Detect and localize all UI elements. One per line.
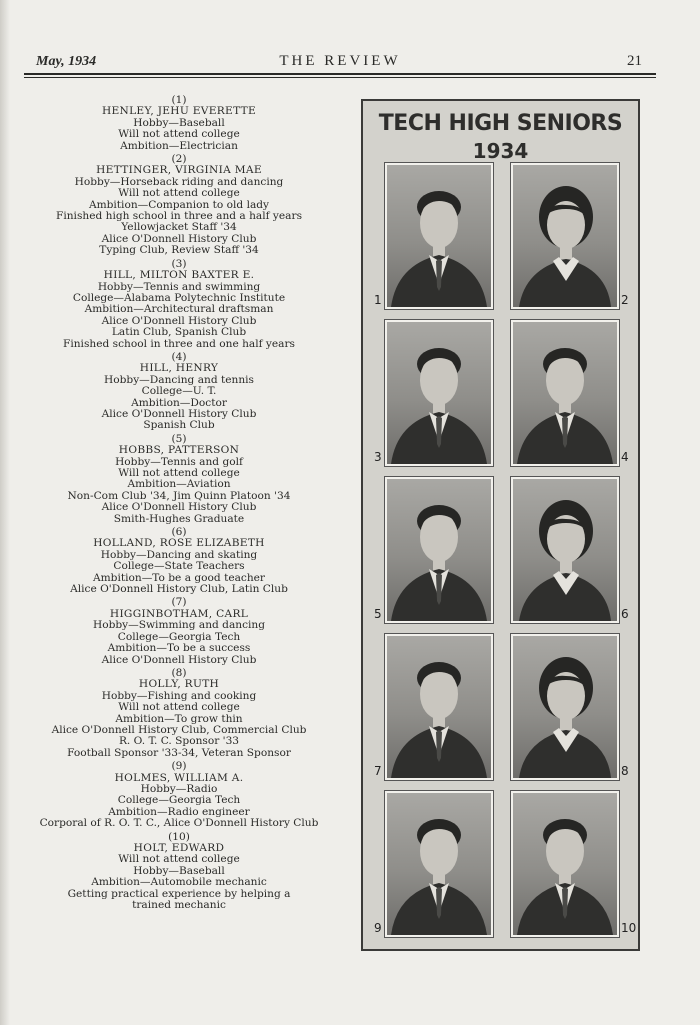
header-title: THE REVIEW (279, 53, 401, 69)
entry-detail: Hobby—Horseback riding and dancing (74, 175, 284, 188)
entry-detail: Smith-Hughes Graduate (113, 512, 245, 525)
entry-name: HETTINGER, VIRGINIA MAE (96, 164, 262, 177)
entry-detail: Ambition—Automobile mechanic (91, 876, 267, 889)
entry-name: HOLLAND, ROSE ELIZABETH (93, 537, 265, 550)
seniors-photo-panel (361, 99, 640, 951)
entry-detail: Spanish Club (143, 419, 215, 432)
entry-name: HIGGINBOTHAM, CARL (109, 607, 249, 620)
entry-detail: College—State Teachers (113, 560, 245, 573)
entry-detail: Corporal of R. O. T. C., Alice O'Donnell History Club (39, 817, 319, 830)
entry-detail: Yellowjacket Staff '34 (121, 221, 237, 234)
header-page-number: 21 (627, 53, 642, 69)
entry-detail: Hobby—Tennis and swimming (97, 280, 261, 293)
entry-name: HOLMES, WILLIAM A. (114, 771, 244, 784)
entry-detail: Ambition—To be a success (107, 642, 251, 655)
entry-detail: Ambition—Aviation (127, 478, 231, 491)
senior-entries-column (22, 93, 336, 911)
page-edge-shadow (0, 0, 10, 1025)
senior-entry (22, 259, 336, 350)
entry-detail: Hobby—Fishing and cooking (101, 689, 257, 702)
senior-entry (22, 761, 336, 829)
entry-detail: Hobby—Dancing and tennis (104, 373, 254, 386)
entry-number: (7) (171, 596, 187, 609)
entry-detail: R. O. T. C. Sponsor '33 (118, 735, 240, 748)
entry-detail: Hobby—Swimming and dancing (92, 619, 266, 632)
entry-detail: Typing Club, Review Staff '34 (99, 244, 259, 257)
entry-detail: Alice O'Donnell History Club (101, 314, 257, 327)
entry-name: HOLLY, RUTH (138, 678, 220, 691)
senior-portrait-2 (511, 163, 619, 309)
entry-number: (6) (171, 526, 187, 539)
entry-detail: Football Sponsor '33-34, Veteran Sponsor (67, 746, 291, 759)
senior-portrait-1 (385, 163, 493, 309)
entry-detail: Hobby—Tennis and golf (115, 455, 243, 468)
entry-name: HOBBS, PATTERSON (118, 444, 240, 457)
portrait-number: 4 (621, 450, 629, 464)
entry-detail: Alice O'Donnell History Club (101, 501, 257, 514)
portrait-number: 9 (374, 921, 382, 935)
senior-portrait-7 (385, 634, 493, 780)
entry-detail: Alice O'Donnell History Club (101, 232, 257, 245)
entry-detail: Hobby—Dancing and skating (100, 548, 258, 561)
entry-detail: Will not attend college (118, 187, 240, 200)
portrait-number: 2 (621, 293, 629, 307)
senior-entry (22, 95, 336, 152)
senior-portrait-5 (385, 477, 493, 623)
entry-name: HILL, HENRY (139, 362, 219, 375)
entry-name: HENLEY, JEHU EVERETTE (101, 105, 257, 118)
entry-name: HOLT, EDWARD (133, 842, 225, 854)
header-date: May, 1934 (36, 54, 97, 69)
entry-detail: College—U. T. (141, 385, 217, 398)
senior-portrait-8 (511, 634, 619, 780)
senior-portrait-9 (385, 791, 493, 937)
entry-detail: Ambition—Electrician (120, 139, 238, 152)
page-header (24, 52, 656, 74)
entry-detail: Hobby—Radio (140, 782, 218, 795)
entry-detail: Hobby—Baseball (133, 864, 225, 877)
entry-detail: Will not attend college (118, 128, 240, 141)
senior-entry (22, 832, 336, 912)
panel-title: TECH HIGH SENIORS (378, 111, 623, 136)
senior-portrait-3 (385, 320, 493, 466)
entry-detail: Ambition—Doctor (131, 396, 227, 409)
senior-portrait-10 (511, 791, 619, 937)
entry-detail: College—Alabama Polytechnic Institute (72, 291, 286, 304)
senior-portrait-6 (511, 477, 619, 623)
entry-detail: Non-Com Club '34, Jim Quinn Platoon '34 (67, 489, 291, 502)
entry-detail: Ambition—Architectural draftsman (84, 303, 274, 316)
entry-detail: Will not attend college (118, 701, 240, 714)
senior-entry (22, 154, 336, 257)
entry-detail: trained mechanic (132, 899, 226, 912)
entry-number: (4) (171, 350, 187, 363)
entry-detail: Will not attend college (118, 853, 240, 866)
entry-number: (3) (171, 257, 187, 270)
entry-detail: Will not attend college (118, 467, 240, 479)
entry-number: (1) (171, 94, 187, 106)
portrait-number: 8 (621, 764, 629, 778)
senior-entry (22, 597, 336, 665)
entry-detail: Ambition—Companion to old lady (88, 198, 270, 211)
portrait-number: 6 (621, 607, 629, 621)
entry-detail: Finished school in three and one half years (63, 337, 295, 350)
portrait-number: 5 (374, 607, 382, 621)
entry-number: (8) (171, 666, 187, 679)
entry-detail: Latin Club, Spanish Club (111, 326, 247, 339)
panel-year: 1934 (472, 139, 529, 163)
entry-detail: Alice O'Donnell History Club, Commercial Club (51, 723, 307, 736)
entry-detail: Ambition—To be a good teacher (92, 571, 265, 584)
entry-detail: Ambition—To grow thin (115, 712, 243, 725)
entry-number: (2) (171, 153, 187, 166)
portrait-number: 7 (374, 764, 382, 778)
entry-detail: Getting practical experience by helping a (67, 887, 291, 900)
entry-detail: Hobby—Baseball (133, 116, 225, 129)
entry-detail: Finished high school in three and a half years (56, 210, 302, 223)
senior-entry (22, 352, 336, 432)
header-rule (24, 73, 656, 75)
entry-number: (10) (168, 830, 190, 843)
entry-name: HILL, MILTON BAXTER E. (103, 269, 255, 282)
entry-number: (5) (171, 432, 187, 445)
entry-number: (9) (171, 760, 187, 773)
portrait-number: 10 (621, 921, 637, 935)
portrait-number: 1 (374, 293, 382, 307)
senior-entry (22, 668, 336, 759)
senior-portrait-4 (511, 320, 619, 466)
entry-detail: Alice O'Donnell History Club (101, 407, 257, 420)
header-rule-thin (24, 77, 656, 78)
portrait-number: 3 (374, 450, 382, 464)
senior-entry (22, 434, 336, 525)
entry-detail: Alice O'Donnell History Club, Latin Club (70, 583, 288, 596)
entry-detail: College—Georgia Tech (117, 794, 241, 807)
entry-detail: Alice O'Donnell History Club (101, 653, 257, 666)
entry-detail: Ambition—Radio engineer (108, 805, 250, 818)
senior-entry (22, 527, 336, 595)
entry-detail: College—Georgia Tech (117, 630, 241, 643)
